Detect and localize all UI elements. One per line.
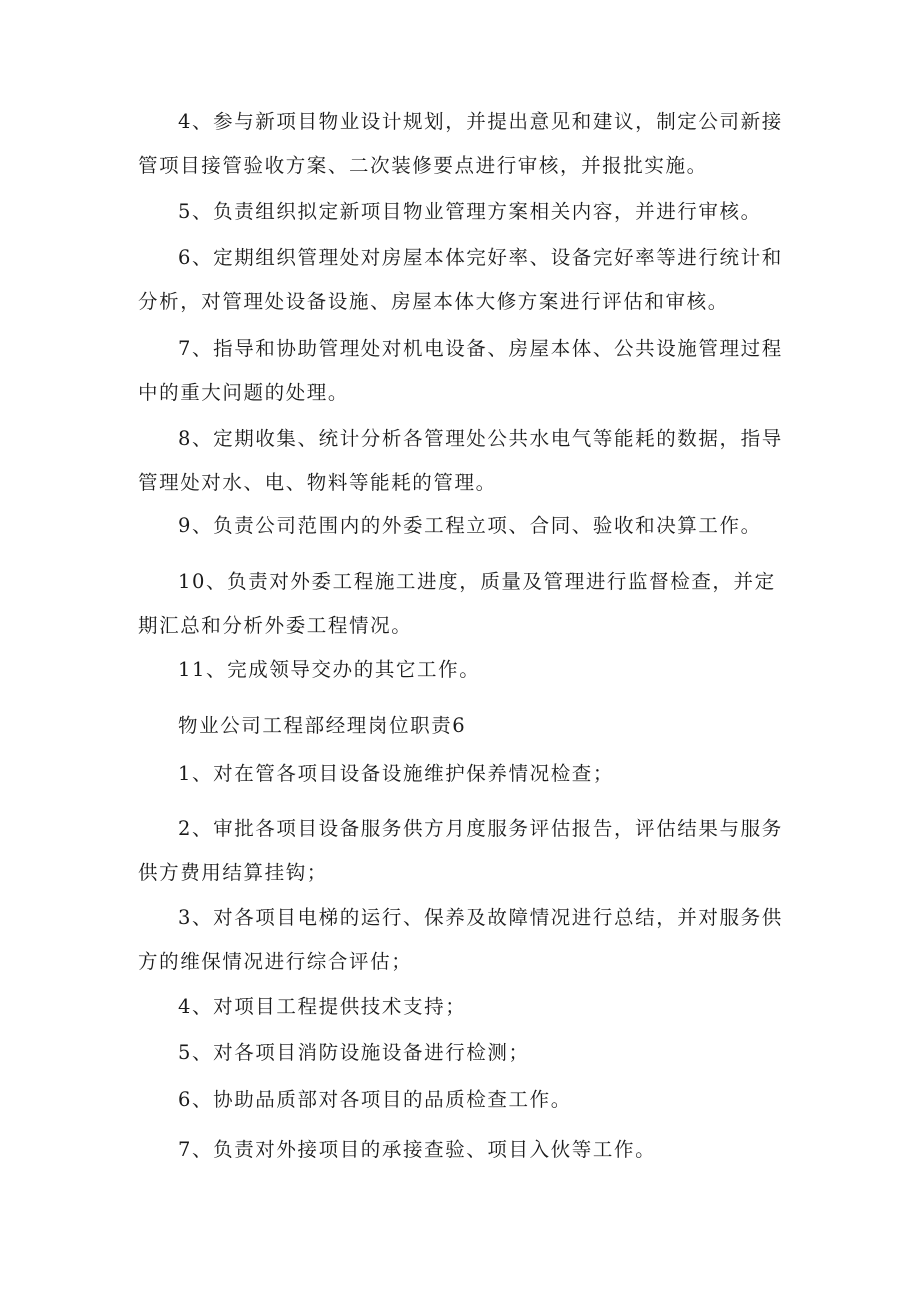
paragraph-duty-5: 5、对各项目消防设施设备进行检测；	[178, 1041, 530, 1064]
paragraph-item-9: 9、负责公司范围内的外委工程立项、合同、验收和决算工作。	[178, 514, 762, 537]
section-title: 物业公司工程部经理岗位职责6	[178, 714, 467, 737]
paragraph-item-11: 11、完成领导交办的其它工作。	[178, 658, 481, 681]
paragraph-item-6: 6、定期组织管理处对房屋本体完好率、设备完好率等进行统计和分析，对管理处设备设施、房屋本体大修方案进行评估和审核。	[138, 246, 783, 313]
paragraph-duty-6: 6、协助品质部对各项目的品质检查工作。	[178, 1088, 572, 1111]
paragraph-duty-2: 2、审批各项目设备服务供方月度服务评估报告，评估结果与服务供方费用结算挂钩；	[138, 817, 783, 884]
paragraph-item-7: 7、指导和协助管理处对机电设备、房屋本体、公共设施管理过程中的重大问题的处理。	[138, 337, 783, 404]
paragraph-item-8: 8、定期收集、统计分析各管理处公共水电气等能耗的数据，指导管理处对水、电、物料等能耗的管理。	[138, 427, 783, 494]
paragraph-duty-4: 4、对项目工程提供技术支持；	[178, 995, 467, 1018]
paragraph-duty-1: 1、对在管各项目设备设施维护保养情况检查；	[178, 762, 615, 785]
paragraph-item-5: 5、负责组织拟定新项目物业管理方案相关内容，并进行审核。	[178, 200, 762, 223]
paragraph-item-4: 4、参与新项目物业设计规划，并提出意见和建议，制定公司新接管项目接管验收方案、二次装修要点进行审核，并报批实施。	[138, 110, 783, 177]
paragraph-item-10: 10、负责对外委工程施工进度，质量及管理进行监督检查，并定期汇总和分析外委工程情况。	[138, 570, 776, 637]
paragraph-duty-3: 3、对各项目电梯的运行、保养及故障情况进行总结，并对服务供方的维保情况进行综合评估；	[138, 906, 783, 973]
paragraph-duty-7: 7、负责对外接项目的承接查验、项目入伙等工作。	[178, 1138, 657, 1161]
